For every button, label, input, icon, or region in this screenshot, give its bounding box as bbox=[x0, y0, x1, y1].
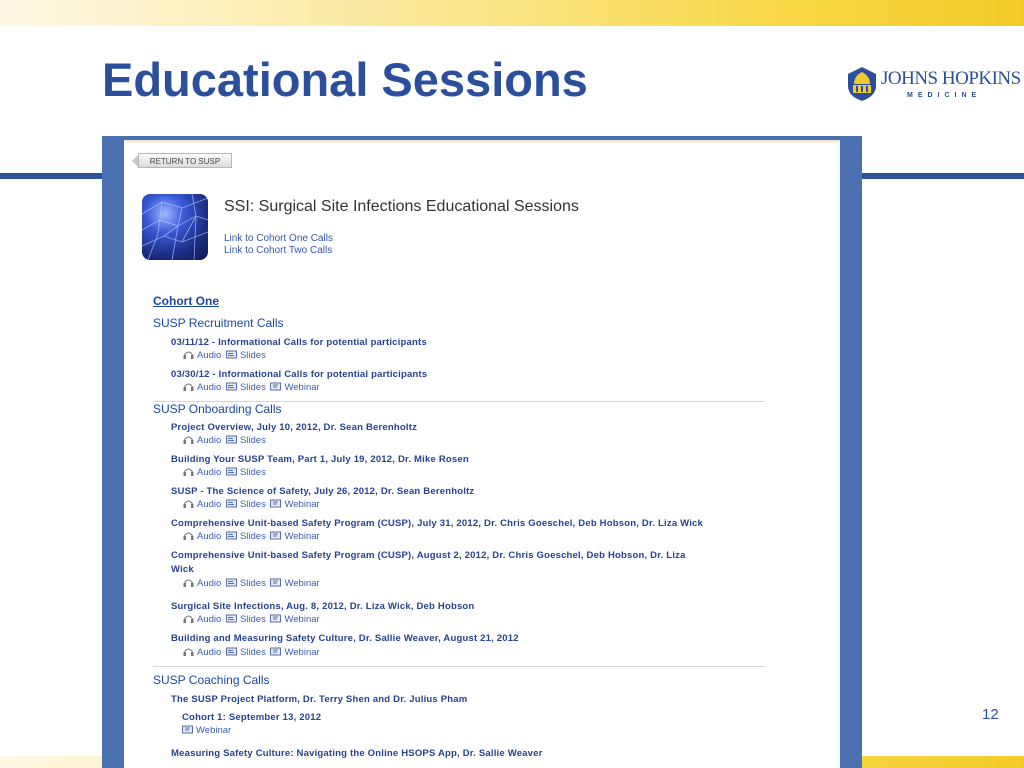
session-title: Building and Measuring Safety Culture, Dr. Sallie Weaver, August 21, 2012 bbox=[171, 633, 519, 644]
audio-link[interactable]: Audio bbox=[197, 467, 222, 478]
webinar-icon bbox=[270, 614, 281, 623]
audio-link[interactable]: Audio bbox=[197, 531, 222, 542]
geodesic-sphere-icon bbox=[142, 194, 208, 260]
session-links bbox=[183, 531, 322, 542]
page-title: SSI: Surgical Site Infections Educational Sessions bbox=[224, 198, 579, 215]
slides-icon bbox=[226, 614, 237, 623]
slides-icon bbox=[226, 531, 237, 540]
session-title: Surgical Site Infections, Aug. 8, 2012, Dr. Liza Wick, Deb Hobson bbox=[171, 601, 475, 612]
slides-link[interactable]: Slides bbox=[239, 382, 266, 393]
session-links bbox=[183, 578, 322, 589]
session-links bbox=[183, 614, 322, 625]
top-decor-band bbox=[0, 0, 1024, 26]
session-title: SUSP - The Science of Safety, July 26, 2012, Dr. Sean Berenholtz bbox=[171, 486, 475, 497]
audio-link[interactable]: Audio bbox=[197, 350, 222, 361]
webinar-icon bbox=[270, 531, 281, 540]
session-title: Building Your SUSP Team, Part 1, July 19, 2012, Dr. Mike Rosen bbox=[171, 454, 469, 465]
section-heading-onboarding: SUSP Onboarding Calls bbox=[153, 402, 282, 416]
session-title: Measuring Safety Culture: Navigating the Online HSOPS App, Dr. Sallie Weaver bbox=[171, 748, 543, 759]
webinar-link[interactable]: Webinar bbox=[284, 578, 320, 589]
session-links bbox=[183, 467, 268, 478]
headphones-icon bbox=[183, 467, 194, 476]
session-links bbox=[183, 647, 322, 658]
logo-name: JOHNS HOPKINS bbox=[881, 68, 1021, 89]
headphones-icon bbox=[183, 499, 194, 508]
cohort-one-link[interactable]: Link to Cohort One Calls bbox=[224, 233, 333, 244]
webinar-icon bbox=[182, 725, 193, 734]
audio-link[interactable]: Audio bbox=[197, 435, 222, 446]
headphones-icon bbox=[183, 382, 194, 391]
slides-icon bbox=[226, 578, 237, 587]
slides-icon bbox=[226, 467, 237, 476]
session-title: Comprehensive Unit-based Safety Program (CUSP), July 31, 2012, Dr. Chris Goeschel, Deb Hobson, Dr. Liza Wick bbox=[171, 518, 704, 529]
slides-link[interactable]: Slides bbox=[239, 499, 266, 510]
audio-link[interactable]: Audio bbox=[197, 647, 222, 658]
headphones-icon bbox=[183, 578, 194, 587]
dome-shield-icon bbox=[845, 66, 879, 102]
slides-link[interactable]: Slides bbox=[239, 531, 266, 542]
headphones-icon bbox=[183, 531, 194, 540]
slides-link[interactable]: Slides bbox=[239, 467, 266, 478]
webinar-icon bbox=[270, 578, 281, 587]
embedded-webpage bbox=[124, 140, 840, 768]
session-links bbox=[183, 499, 322, 510]
slides-link[interactable]: Slides bbox=[239, 578, 266, 589]
headphones-icon bbox=[183, 435, 194, 444]
session-title: Project Overview, July 10, 2012, Dr. Sean Berenholtz bbox=[171, 422, 418, 433]
slides-link[interactable]: Slides bbox=[239, 350, 266, 361]
session-title: Comprehensive Unit-based Safety Program (CUSP), August 2, 2012, Dr. Chris Goeschel, Deb Hobson, Dr. Liza bbox=[171, 550, 686, 561]
audio-link[interactable]: Audio bbox=[197, 578, 222, 589]
session-title: The SUSP Project Platform, Dr. Terry Shen and Dr. Julius Pham bbox=[171, 694, 468, 705]
page-top-border bbox=[124, 140, 840, 144]
sphere-thumbnail-image bbox=[142, 194, 208, 260]
webinar-link[interactable]: Webinar bbox=[284, 614, 320, 625]
slides-icon bbox=[226, 499, 237, 508]
headphones-icon bbox=[183, 614, 194, 623]
headphones-icon bbox=[183, 647, 194, 656]
screenshot-frame bbox=[102, 136, 862, 768]
webinar-icon bbox=[270, 647, 281, 656]
slides-icon bbox=[226, 647, 237, 656]
slides-link[interactable]: Slides bbox=[239, 435, 266, 446]
johns-hopkins-logo bbox=[845, 66, 1021, 106]
slides-icon bbox=[226, 382, 237, 391]
section-heading-coaching: SUSP Coaching Calls bbox=[153, 673, 270, 687]
audio-link[interactable]: Audio bbox=[197, 499, 222, 510]
session-title-continued: Wick bbox=[171, 564, 194, 575]
cohort-two-link[interactable]: Link to Cohort Two Calls bbox=[224, 245, 333, 256]
headphones-icon bbox=[183, 350, 194, 359]
logo-subtitle: MEDICINE bbox=[907, 92, 982, 99]
session-links bbox=[183, 382, 322, 393]
webinar-link[interactable]: Webinar bbox=[284, 499, 320, 510]
cohort-one-heading[interactable]: Cohort One bbox=[153, 294, 219, 308]
webinar-link[interactable]: Webinar bbox=[196, 725, 232, 736]
webinar-icon bbox=[270, 382, 281, 391]
webinar-link[interactable]: Webinar bbox=[284, 531, 320, 542]
audio-link[interactable]: Audio bbox=[197, 382, 222, 393]
slides-link[interactable]: Slides bbox=[239, 614, 266, 625]
session-title: 03/11/12 - Informational Calls for potential participants bbox=[171, 337, 427, 348]
cohort-session-title: Cohort 1: September 13, 2012 bbox=[182, 712, 322, 723]
section-heading-recruitment: SUSP Recruitment Calls bbox=[153, 316, 284, 330]
audio-link[interactable]: Audio bbox=[197, 614, 222, 625]
section-divider bbox=[153, 666, 765, 667]
slides-icon bbox=[226, 350, 237, 359]
slides-icon bbox=[226, 435, 237, 444]
slide-page-number: 12 bbox=[982, 706, 999, 723]
webinar-link[interactable]: Webinar bbox=[284, 647, 320, 658]
return-to-susp-button[interactable]: RETURN TO SUSP bbox=[138, 153, 232, 168]
slides-link[interactable]: Slides bbox=[239, 647, 266, 658]
webinar-link[interactable]: Webinar bbox=[284, 382, 320, 393]
webinar-icon bbox=[270, 499, 281, 508]
session-links bbox=[183, 435, 268, 446]
session-links bbox=[182, 725, 233, 736]
slide-title: Educational Sessions bbox=[102, 53, 588, 106]
session-links bbox=[183, 350, 268, 361]
session-title: 03/30/12 - Informational Calls for potential participants bbox=[171, 369, 428, 380]
